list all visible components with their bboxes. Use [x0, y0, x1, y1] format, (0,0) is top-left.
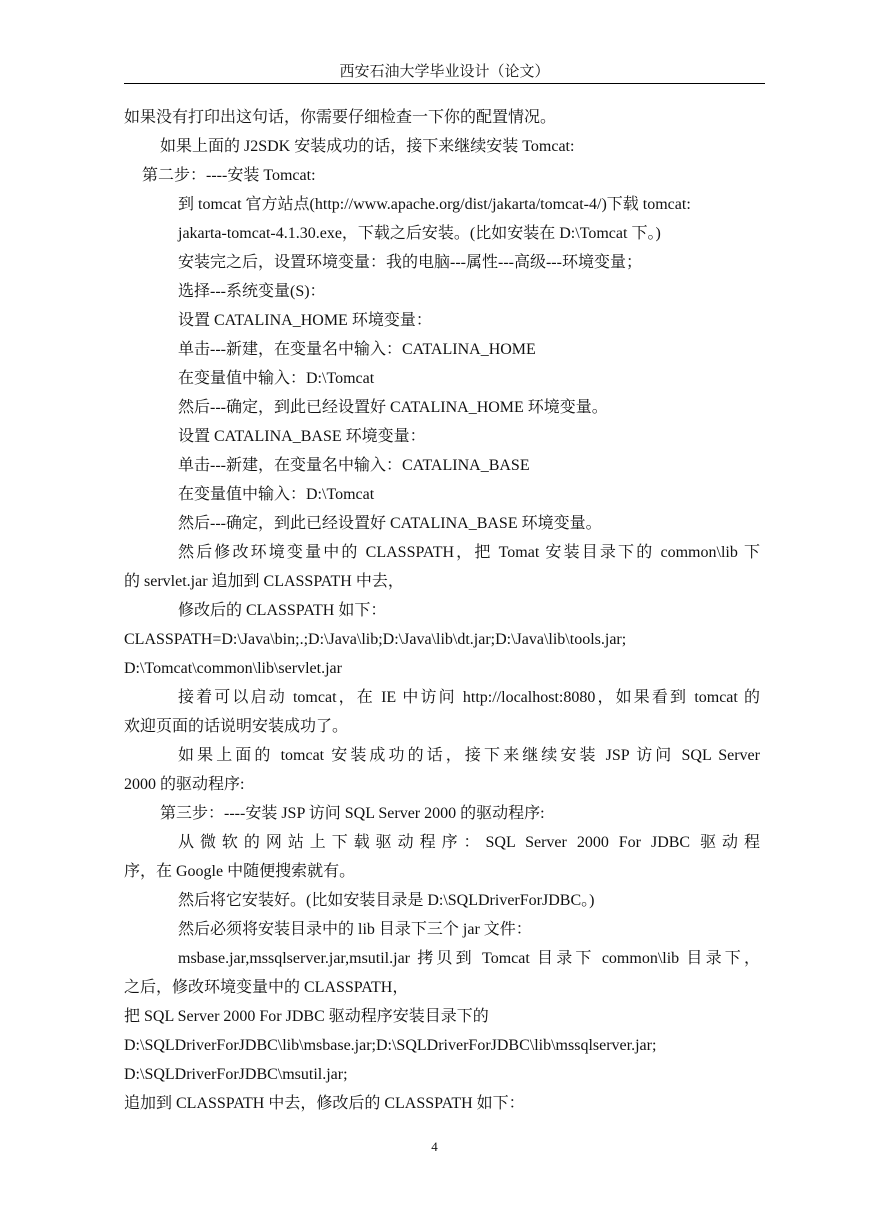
- text-line: 如果没有打印出这句话，你需要仔细检查一下你的配置情况。: [124, 109, 557, 126]
- text-line: 2000 的驱动程序:: [124, 776, 245, 793]
- text-line: msbase.jar,mssqlserver.jar,msutil.jar 拷贝到 Tomcat 目录下 common\lib 目录下，: [178, 950, 760, 967]
- text-line: 接着可以启动 tomcat，在 IE 中访问 http://localhost:8080，如果看到 tomcat 的: [178, 689, 760, 706]
- text-line: 在变量值中输入：D:\Tomcat: [178, 486, 375, 503]
- step-heading: 第二步：----安装 Tomcat:: [142, 167, 316, 184]
- page-number: 4: [431, 1139, 438, 1154]
- code-line: D:\Tomcat\common\lib\servlet.jar: [124, 660, 342, 677]
- text-line: 修改后的 CLASSPATH 如下：: [178, 602, 387, 619]
- text-line: 设置 CATALINA_BASE 环境变量：: [178, 428, 426, 445]
- running-header: 西安石油大学毕业设计（论文）: [339, 64, 550, 80]
- step-heading: 第三步：----安装 JSP 访问 SQL Server 2000 的驱动程序:: [160, 805, 545, 822]
- text-line: 然后---确定，到此已经设置好 CATALINA_BASE 环境变量。: [178, 515, 602, 532]
- text-line: 单击---新建，在变量名中输入：CATALINA_BASE: [178, 457, 530, 474]
- text-line: 然后---确定，到此已经设置好 CATALINA_HOME 环境变量。: [178, 399, 608, 416]
- text-line: 单击---新建，在变量名中输入：CATALINA_HOME: [178, 341, 536, 358]
- text-line: 如果上面的 J2SDK 安装成功的话，接下来继续安装 Tomcat:: [160, 138, 575, 155]
- text-line: 的 servlet.jar 追加到 CLASSPATH 中去，: [124, 573, 404, 590]
- text-line: 把 SQL Server 2000 For JDBC 驱动程序安装目录下的: [124, 1008, 489, 1025]
- text-line: 然后必须将安装目录中的 lib 目录下三个 jar 文件：: [178, 921, 532, 938]
- text-line: 然后修改环境变量中的 CLASSPATH，把 Tomat 安装目录下的 common\lib 下: [178, 544, 760, 561]
- code-line: D:\SQLDriverForJDBC\msutil.jar;: [124, 1066, 348, 1083]
- text-line: 然后将它安装好。(比如安装目录是 D:\SQLDriverForJDBC。): [178, 892, 595, 909]
- code-line: D:\SQLDriverForJDBC\lib\msbase.jar;D:\SQLDriverForJDBC\lib\mssqlserver.jar;: [124, 1037, 657, 1054]
- text-line: 在变量值中输入：D:\Tomcat: [178, 370, 375, 387]
- text-line: 欢迎页面的话说明安装成功了。: [124, 718, 349, 735]
- text-line: 从微软的网站上下载驱动程序：SQL Server 2000 For JDBC 驱动程: [178, 834, 760, 851]
- header-rule: [124, 83, 765, 84]
- text-line: 安装完之后，设置环境变量：我的电脑---属性---高级---环境变量；: [178, 254, 642, 271]
- text-line: jakarta-tomcat-4.1.30.exe，下载之后安装。(比如安装在 D:\Tomcat 下。): [178, 225, 661, 242]
- text-line: 选择---系统变量(S)：: [178, 283, 326, 300]
- text-line: 如果上面的 tomcat 安装成功的话，接下来继续安装 JSP 访问 SQL Server: [178, 747, 760, 764]
- text-line: 之后，修改环境变量中的 CLASSPATH，: [124, 979, 409, 996]
- text-line: 到 tomcat 官方站点(http://www.apache.org/dist/jakarta/tomcat-4/)下载 tomcat:: [178, 196, 691, 213]
- text-line: 追加到 CLASSPATH 中去，修改后的 CLASSPATH 如下：: [124, 1095, 525, 1112]
- text-line: 序，在 Google 中随便搜索就有。: [124, 863, 356, 880]
- code-line: CLASSPATH=D:\Java\bin;.;D:\Java\lib;D:\Java\lib\dt.jar;D:\Java\lib\tools.jar;: [124, 631, 627, 648]
- text-line: 设置 CATALINA_HOME 环境变量：: [178, 312, 432, 329]
